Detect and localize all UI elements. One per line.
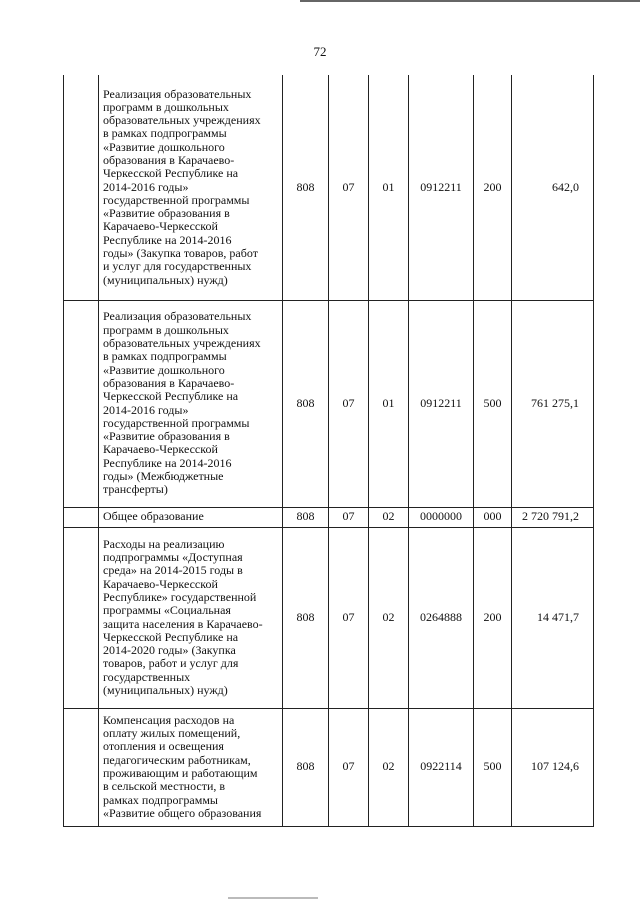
section-code: 07	[329, 300, 369, 507]
subsection-code: 02	[369, 527, 409, 708]
section-code: 07	[329, 527, 369, 708]
amount: 642,0	[512, 75, 594, 300]
table-row	[64, 527, 594, 708]
expense-name: Общее образование	[103, 509, 204, 524]
target-code: 0922114	[409, 708, 474, 826]
expense-name-cell	[99, 75, 283, 300]
section-code: 07	[329, 507, 369, 527]
budget-table	[63, 75, 594, 827]
expense-type-code: 500	[474, 708, 512, 826]
expense-name-cell	[99, 507, 283, 527]
expense-type-code: 200	[474, 75, 512, 300]
amount: 107 124,6	[512, 708, 594, 826]
target-code: 0912211	[409, 75, 474, 300]
subsection-code: 02	[369, 507, 409, 527]
expense-name-cell	[99, 708, 283, 826]
expense-name: Расходы на реализацию подпрограммы «Доступная среда» на 2014-2015 годы в Карачаево-Черкесской Республике» государственной программы «Социальная защита населения в Карачаево- Черкесской Республике на 2014-2020 годы» (Закупка товаров, работ и услуг для государственных (муниципальных) нужд)	[103, 536, 263, 697]
target-code: 0912211	[409, 300, 474, 507]
subsection-code: 02	[369, 708, 409, 826]
row-number-cell	[64, 708, 99, 826]
row-number-cell	[64, 527, 99, 708]
expense-type-code: 000	[474, 507, 512, 527]
expense-name: Компенсация расходов на оплату жилых помещений, отопления и освещения педагогическим работникам, проживающим и работающим в сельской местности, в рамках подпрограммы «Развитие общего образования	[103, 712, 262, 820]
target-code: 0264888	[409, 527, 474, 708]
table-row	[64, 75, 594, 300]
table-row	[64, 708, 594, 826]
ministry-code: 808	[283, 527, 329, 708]
expense-name: Реализация образовательных программ в дошкольных образовательных учреждениях в рамках подпрограммы «Развитие дошкольного образования в Карачаево- Черкесской Республике на 2014-2016 годы» государственной программы «Развитие образования в Карачаево-Черкесской Республике на 2014-2016 годы» (Закупка товаров, работ и услуг для государственных (муниципальных) нужд)	[103, 86, 261, 287]
expense-type-code: 200	[474, 527, 512, 708]
subsection-code: 01	[369, 300, 409, 507]
section-code: 07	[329, 708, 369, 826]
subsection-code: 01	[369, 75, 409, 300]
expense-type-code: 500	[474, 300, 512, 507]
page-number: 72	[313, 44, 327, 59]
amount: 2 720 791,2	[512, 507, 594, 527]
ministry-code: 808	[283, 300, 329, 507]
section-code: 07	[329, 75, 369, 300]
table-row	[64, 507, 594, 527]
ministry-code: 808	[283, 75, 329, 300]
row-number-cell	[64, 507, 99, 527]
table-row	[64, 300, 594, 507]
amount: 14 471,7	[512, 527, 594, 708]
scan-bottom-mark	[228, 897, 318, 899]
ministry-code: 808	[283, 507, 329, 527]
target-code: 0000000	[409, 507, 474, 527]
expense-name: Реализация образовательных программ в дошкольных образовательных учреждениях в рамках подпрограммы «Развитие дошкольного образования в Карачаево- Черкесской Республике на 2014-2016 годы» государственной программы «Развитие образования в Карачаево-Черкесской Республике на 2014-2016 годы» (Межбюджетные трансферты)	[103, 309, 261, 497]
expense-name-cell	[99, 527, 283, 708]
ministry-code: 808	[283, 708, 329, 826]
row-number-cell	[64, 300, 99, 507]
expense-name-cell	[99, 300, 283, 507]
amount: 761 275,1	[512, 300, 594, 507]
scan-top-edge	[300, 0, 640, 2]
row-number-cell	[64, 75, 99, 300]
